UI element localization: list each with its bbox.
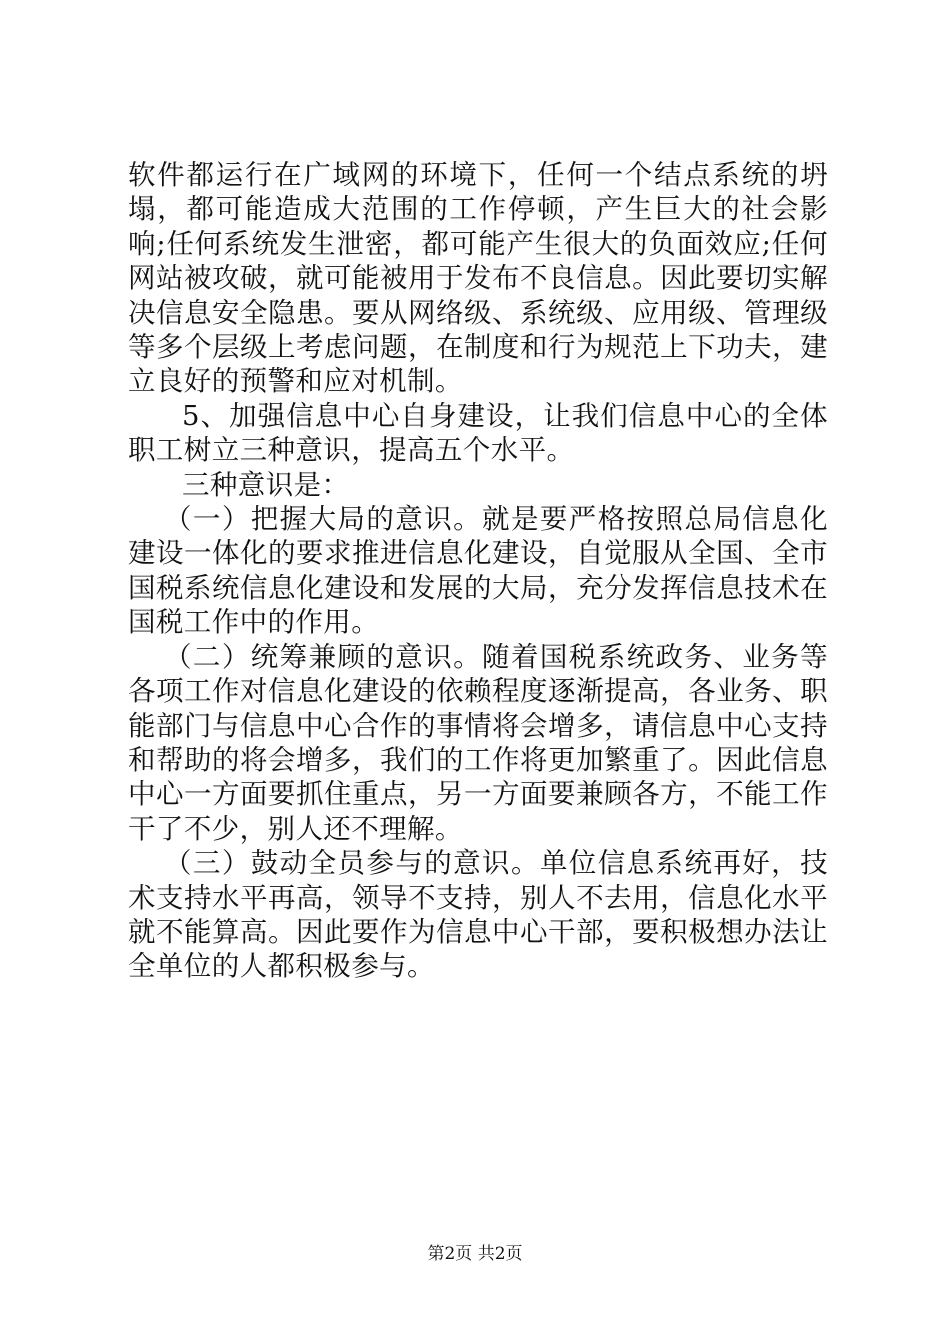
paragraph-awareness-3: （三）鼓动全员参与的意识。单位信息系统再好，技术支持水平再高，领导不支持，别人不去用，信息化水平就不能算高。因此要作为信息中心干部，要积极想办法让全单位的人都积极参与。 <box>128 847 828 983</box>
page-footer: 第2页 共2页 <box>427 1244 523 1264</box>
paragraph-item-5: 5、加强信息中心自身建设，让我们信息中心的全体职工树立三种意识，提高五个水平。 <box>128 399 828 467</box>
paragraph-awareness-2: （二）统筹兼顾的意识。随着国税系统政务、业务等各项工作对信息化建设的依赖程度逐渐提高，各业务、职能部门与信息中心合作的事情将会增多，请信息中心支持和帮助的将会增多，我们的工作将更加繁重了。因此信息中心一方面要抓住重点，另一方面要兼顾各方，不能工作干了不少，别人还不理解。 <box>128 640 828 845</box>
paragraph-awareness-1: （一）把握大局的意识。就是要严格按照总局信息化建设一体化的要求推进信息化建设，自觉服从全国、全市国税系统信息化建设和发展的大局，充分发挥信息技术在国税工作中的作用。 <box>128 503 828 639</box>
document-body <box>128 158 828 984</box>
paragraph-three-awareness-heading: 三种意识是： <box>182 468 350 501</box>
paragraph-continuation: 软件都运行在广域网的环境下，任何一个结点系统的坍塌，都可能造成大范围的工作停顿，产生巨大的社会影响;任何系统发生泄密，都可能产生很大的负面效应;任何网站被攻破，就可能被用于发布不良信息。因此要切实解决信息安全隐患。要从网络级、系统级、应用级、管理级等多个层级上考虑问题，在制度和行为规范上下功夫，建立良好的预警和应对机制。 <box>128 159 828 398</box>
